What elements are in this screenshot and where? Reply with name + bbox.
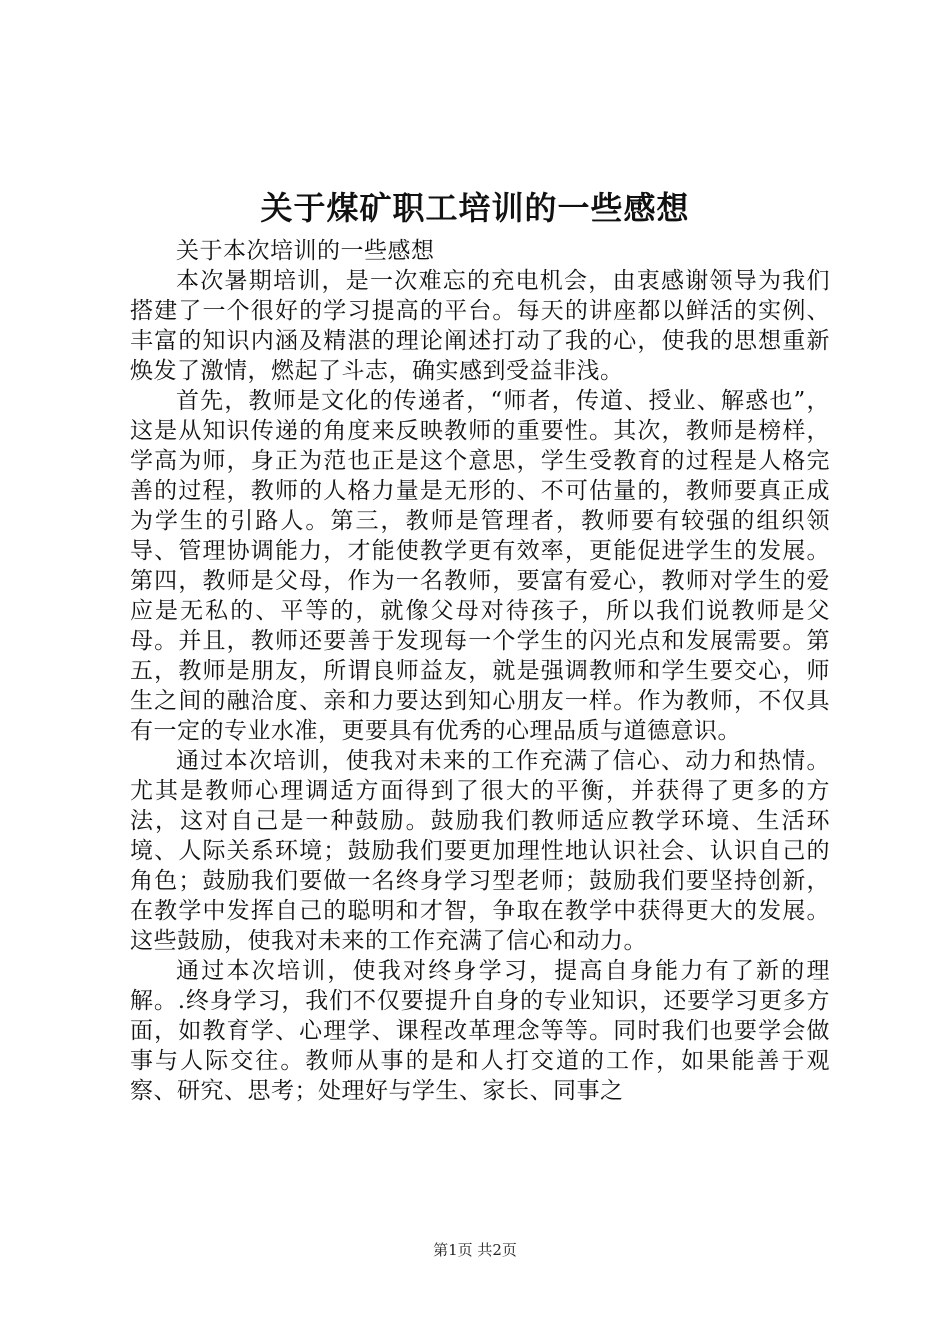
paragraph-teacher-roles: 首先，教师是文化的传递者，“师者，传道、授业、解惑也”，这是从知识传递的角度来反映教师的重要性。其次，教师是榜样，学高为师，身正为范也正是这个意思，学生受教育的过程是人格完善的过程，教师的人格力量是无形的、不可估量的，教师要真正成为学生的引路人。第三，教师是管理者，教师要有较强的组织领导、管理协调能力，才能使教学更有效率，更能促进学生的发展。第四，教师是父母，作为一名教师，要富有爱心，教师对学生的爱应是无私的、平等的，就像父母对待孩子，所以我们说教师是父母。并且，教师还要善于发现每一个学生的闪光点和发展需要。第五，教师是朋友，所谓良师益友，就是强调教师和学生要交心，师生之间的融洽度、亲和力要达到知心朋友一样。作为教师，不仅具有一定的专业水准，更要具有优秀的心理品质与道德意识。 bbox=[130, 388, 830, 744]
paragraph-lifelong-learning: 通过本次培训，使我对终身学习，提高自身能力有了新的理解。.终身学习，我们不仅要提升自身的专业知识，还要学习更多方面，如教育学、心理学、课程改革理念等等。同时我们也要学会做事与人际交往。教师从事的是和人打交道的工作，如果能善于观察、研究、思考；处理好与学生、家长、同事之 bbox=[130, 958, 830, 1104]
document-body bbox=[130, 236, 830, 1106]
document-title: 关于煤矿职工培训的一些感想 bbox=[260, 189, 690, 227]
page-number-footer: 第1页 共2页 bbox=[433, 1241, 517, 1259]
paragraph-intro: 本次暑期培训，是一次难忘的充电机会，由衷感谢领导为我们搭建了一个很好的学习提高的平台。每天的讲座都以鲜活的实例、丰富的知识内涵及精湛的理论阐述打动了我的心，使我的思想重新焕发了激情，燃起了斗志，确实感到受益非浅。 bbox=[130, 268, 830, 384]
paragraph-subtitle: 关于本次培训的一些感想 bbox=[176, 238, 435, 264]
paragraph-confidence: 通过本次培训，使我对未来的工作充满了信心、动力和热情。尤其是教师心理调适方面得到了很大的平衡，并获得了更多的方法，这对自己是一种鼓励。鼓励我们教师适应教学环境、生活环境、人际关系环境；鼓励我们要更加理性地认识社会、认识自己的角色；鼓励我们要做一名终身学习型老师；鼓励我们要坚持创新，在教学中发挥自己的聪明和才智，争取在教学中获得更大的发展。这些鼓励，使我对未来的工作充满了信心和动力。 bbox=[130, 748, 830, 954]
